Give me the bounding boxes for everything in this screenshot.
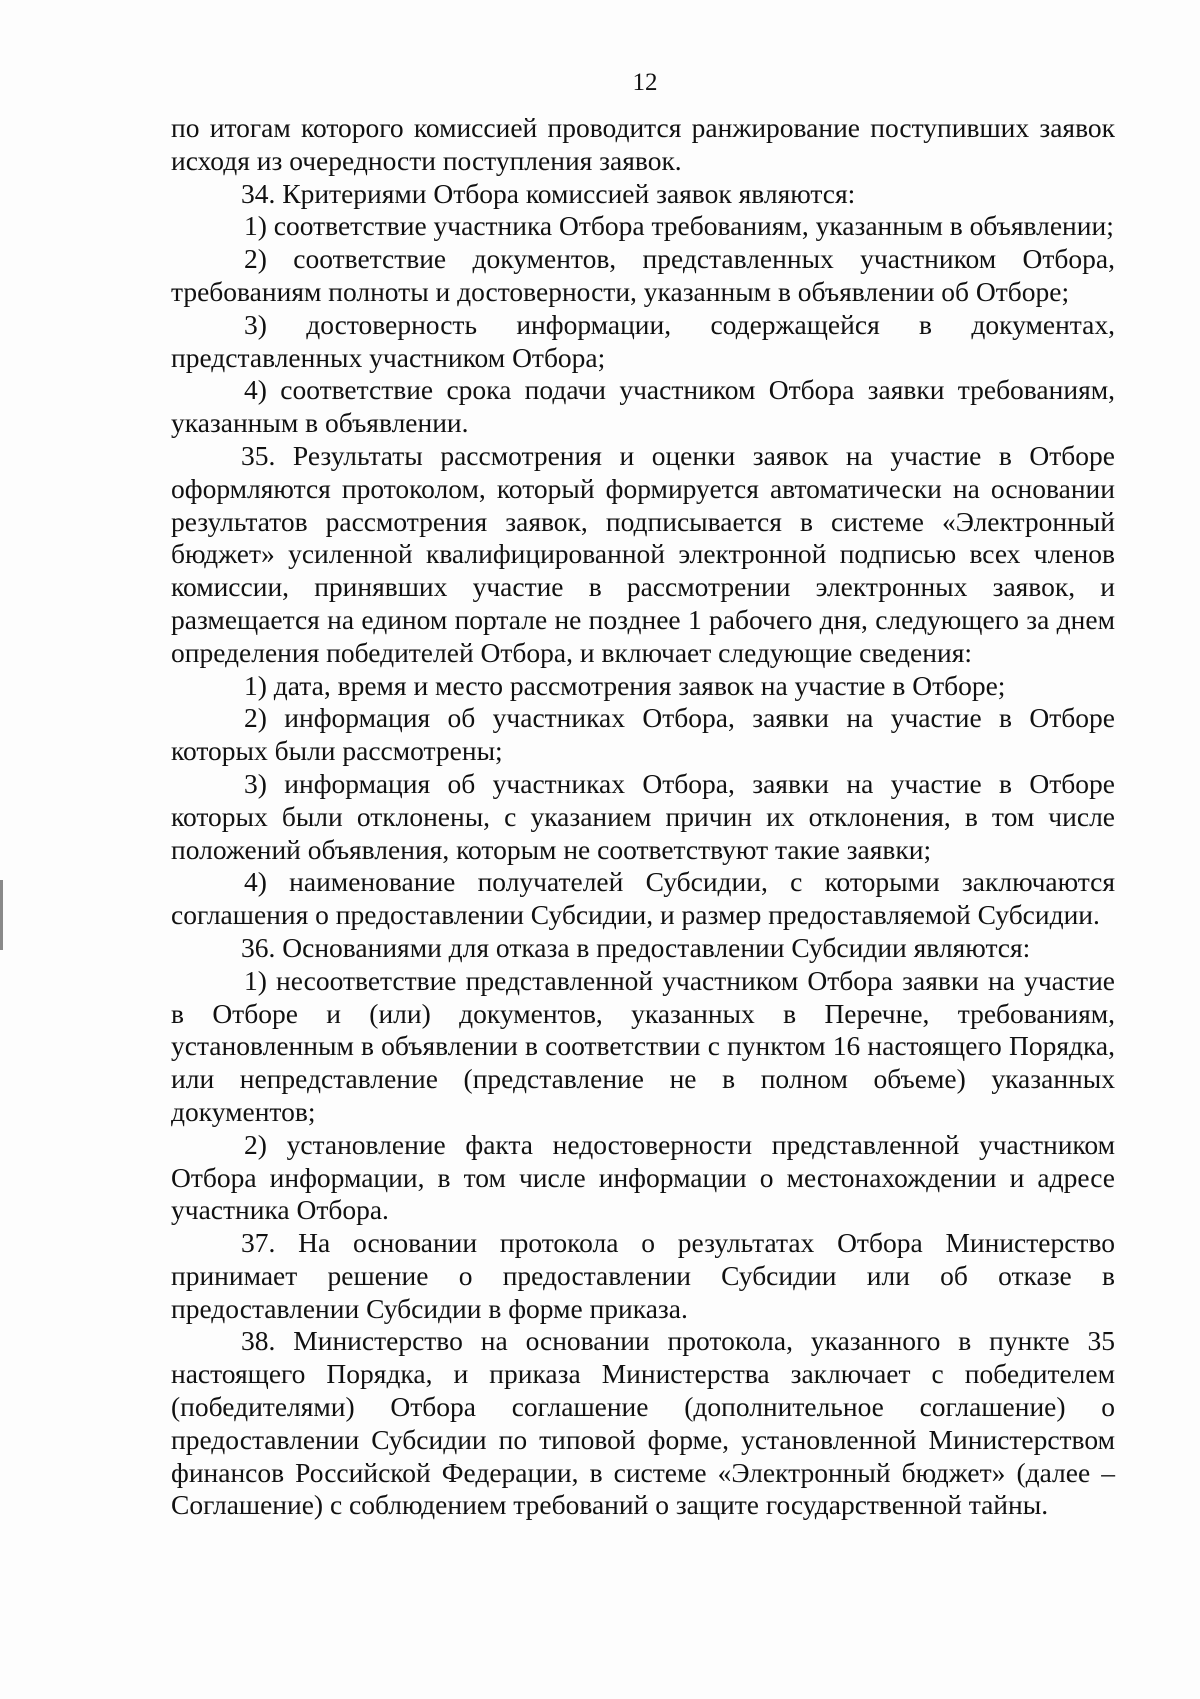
scan-edge-mark [0, 880, 3, 950]
clause-34-item-1: 1) соответствие участника Отбора требованиям, указанным в объявлении; [244, 210, 1114, 242]
clause-37: 37. На основании протокола о результатах Отбора Министерство принимает решение о предоставлении Субсидии или об отказе в предоставлении Субсидии в форме приказа. [171, 1227, 1115, 1324]
clause-35: 35. Результаты рассмотрения и оценки заявок на участие в Отборе оформляются протоколом, который формируется автоматически на основании результатов рассмотрения заявок, подписывается в системе «Электронный бюджет» усиленной квалифицированной электронной подписью всех членов комиссии, принявших участие в рассмотрении электронных заявок, и размещается на едином портале не позднее 1 рабочего дня, следующего за днем определения победителей Отбора, и включает следующие сведения: [171, 439, 1115, 668]
clause-35-item-1: 1) дата, время и место рассмотрения заявок на участие в Отборе; [244, 669, 1006, 701]
clause-38: 38. Министерство на основании протокола, указанного в пункте 35 настоящего Порядка, и приказа Министерства заключает с победителем (победителями) Отбора соглашение (дополнительное соглашение) о предоставлении Субсидии по типовой форме, установленной Министерством финансов Российской Федерации, в системе «Электронный бюджет» (далее – Соглашение) с соблюдением требований о защите государственной тайны. [171, 1325, 1115, 1521]
document-body [171, 112, 1115, 1522]
clause-36-item-2: 2) установление факта недостоверности представленной участником Отбора информации, в том числе информации о местонахождении и адресе участника Отбора. [171, 1128, 1115, 1226]
clause-34-item-2: 2) соответствие документов, представленных участником Отбора, требованиям полноты и достоверности, указанным в объявлении об Отборе; [171, 243, 1115, 307]
clause-35-item-2: 2) информация об участниках Отбора, заявки на участие в Отборе которых были рассмотрены; [171, 702, 1115, 767]
page-number: 12 [632, 69, 658, 96]
clause-35-item-4: 4) наименование получателей Субсидии, с которыми заключаются соглашения о предоставлении Субсидии, и размер предоставляемой Субсидии. [171, 866, 1115, 931]
clause-34-item-4: 4) соответствие срока подачи участником Отбора заявки требованиям, указанным в объявлении. [171, 374, 1115, 439]
clause-34: 34. Критериями Отбора комиссией заявок являются: [241, 177, 856, 209]
paragraph-continuation: по итогам которого комиссией проводится ранжирование поступивших заявок исходя из очередности поступления заявок. [171, 112, 1115, 176]
clause-36: 36. Основаниями для отказа в предоставлении Субсидии являются: [241, 931, 1031, 963]
clause-36-item-1: 1) несоответствие представленной участником Отбора заявки на участие в Отборе и (или) документов, указанных в Перечне, требованиям, установленным в объявлении в соответствии с пунктом 16 настоящего Порядка, или непредставление (представление не в полном объеме) указанных документов; [171, 964, 1115, 1127]
clause-35-item-3: 3) информация об участниках Отбора, заявки на участие в Отборе которых были отклонены, с указанием причин их отклонения, в том числе положений объявления, которым не соответствуют такие заявки; [171, 767, 1115, 865]
clause-34-item-3: 3) достоверность информации, содержащейся в документах, представленных участником Отбора; [171, 308, 1115, 373]
